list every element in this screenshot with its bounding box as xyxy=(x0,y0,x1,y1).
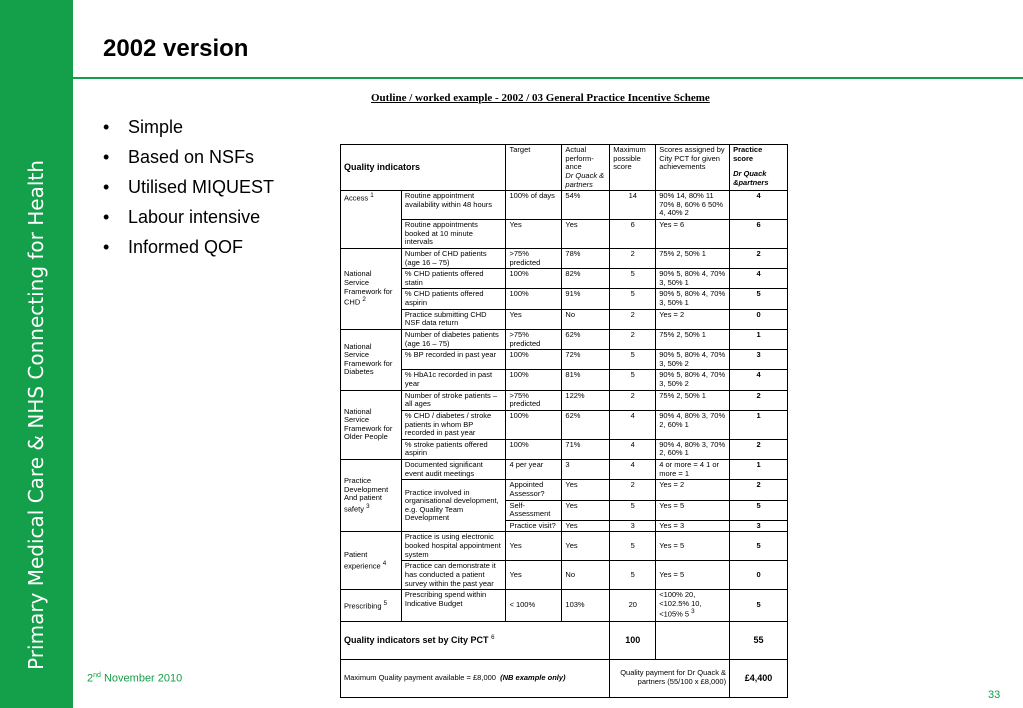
scheme-title: Outline / worked example - 2002 / 03 General Practice Incentive Scheme xyxy=(371,92,710,104)
bullet-item: • Utilised MIQUEST xyxy=(103,172,274,202)
table-row: National Service Framework for CHD $^2$ Number of CHD patients (age 16 – 75) >75% predicted 78% 2 75% 2, 50% 1 2 xyxy=(341,248,788,268)
table-header-row xyxy=(341,145,788,191)
table-row: Practice involved in organisational development, e.g. Quality Team Development Appointed Assessor? Yes 2 Yes = 2 2 xyxy=(341,480,788,500)
table-row: % HbA1c recorded in past year 100% 81% 5 90% 5, 80% 4, 70% 3, 50% 2 4 xyxy=(341,370,788,390)
header-rule xyxy=(73,77,1023,79)
bullet-item: • Informed QOF xyxy=(103,232,274,262)
table-row: National Service Framework for Older People Number of stroke patients – all ages >75% predicted 122% 2 75% 2, 50% 1 2 xyxy=(341,390,788,410)
sidebar xyxy=(0,0,73,708)
table-row: Practice can demonstrate it has conducted a patient survey within the past year Yes No 5 Yes = 5 0 xyxy=(341,561,788,590)
table-row: Access $^1$ Routine appointment availability within 48 hours 100% of days 54% 14 90% 14, 80% 11 70% 8, 60% 6 50% 4, 40% 2 4 xyxy=(341,191,788,220)
table-row: National Service Framework for Diabetes Number of diabetes patients (age 16 – 75) >75% predicted 62% 2 75% 2, 50% 1 1 xyxy=(341,329,788,349)
table-row: Routine appointments booked at 10 minute intervals Yes Yes 6 Yes = 6 6 xyxy=(341,220,788,249)
header-practice-label: Practice score xyxy=(733,145,763,163)
total-label: Quality indicators set by City PCT $^6$ xyxy=(341,621,610,659)
header-actual-label: Actual perform-ance xyxy=(565,145,594,172)
payment-amount: £4,400 xyxy=(730,659,788,697)
incentive-table xyxy=(340,144,788,698)
slide-title: 2002 version xyxy=(103,35,249,62)
table-row: Prescribing $^5$ Prescribing spend within Indicative Budget < 100% 103% 20 <100% 20, <102.5% 10, <105% 5 $^3$ 5 xyxy=(341,590,788,621)
bullet-item: • Simple xyxy=(103,112,274,142)
table-row: Practice visit? Yes 3 Yes = 3 3 xyxy=(341,520,788,532)
table-row: % CHD / diabetes / stroke patients in whom BP recorded in past year 100% 62% 4 90% 4, 80% 3, 70% 2, 60% 1 1 xyxy=(341,410,788,439)
total-score: 55 xyxy=(730,621,788,659)
table-row: % CHD patients offered statin 100% 82% 5 90% 5, 80% 4, 70% 3, 50% 1 4 xyxy=(341,269,788,289)
bullet-list xyxy=(103,112,274,262)
header-practice-sub: Dr Quack &partners xyxy=(733,169,769,187)
table-row: % stroke patients offered aspirin 100% 71% 4 90% 4, 80% 3, 70% 2, 60% 1 2 xyxy=(341,439,788,459)
sidebar-title: Primary Medical Care & NHS Connecting for Health xyxy=(24,160,48,670)
table-row: % CHD patients offered aspirin 100% 91% 5 90% 5, 80% 4, 70% 3, 50% 1 5 xyxy=(341,289,788,309)
header-quality-indicators: Quality indicators xyxy=(341,145,506,191)
header-actual-sub: Dr Quack & partners xyxy=(565,170,605,189)
header-practice-score xyxy=(730,145,788,191)
header-scores: Scores assigned by City PCT for given achievements xyxy=(656,145,730,191)
table-row: Practice Development And patient safety $^3$ Documented significant event audit meetings 4 per year 3 4 4 or more = 4 1 or more = 1 1 xyxy=(341,460,788,480)
table-row: % BP recorded in past year 100% 72% 5 90% 5, 80% 4, 70% 3, 50% 2 3 xyxy=(341,350,788,370)
header-max: Maximum possible score xyxy=(610,145,656,191)
total-row xyxy=(341,621,788,659)
group-older-people: National Service Framework for Older People xyxy=(341,390,402,459)
group-access: Access $^1$ xyxy=(341,191,402,249)
bullet-item: • Based on NSFs xyxy=(103,142,274,172)
group-safety: Practice Development And patient safety $^3$ xyxy=(341,460,402,532)
bullet-item: • Labour intensive xyxy=(103,202,274,232)
header-actual xyxy=(562,145,610,191)
group-prescribing: Prescribing $^5$ xyxy=(341,590,402,621)
group-patient-experience: Patient experience $^4$ xyxy=(341,532,402,590)
group-chd: National Service Framework for CHD $^2$ xyxy=(341,248,402,329)
payment-calc: Quality payment for Dr Quack & partners (55/100 x £8,000) xyxy=(610,659,730,697)
header-target: Target xyxy=(506,145,562,191)
payment-max: Maximum Quality payment available = £8,000 (NB example only) xyxy=(341,659,610,697)
table-row: Patient experience $^4$ Practice is using electronic booked hospital appointment system Yes Yes 5 Yes = 5 5 xyxy=(341,532,788,561)
payment-row xyxy=(341,659,788,697)
table-row: Self-Assessment Yes 5 Yes = 5 5 xyxy=(341,500,788,520)
page-number: 33 xyxy=(988,689,1001,701)
table-row: Practice submitting CHD NSF data return Yes No 2 Yes = 2 0 xyxy=(341,309,788,329)
footer-date: 2nd November 2010 xyxy=(87,672,183,685)
total-max: 100 xyxy=(610,621,656,659)
group-diabetes: National Service Framework for Diabetes xyxy=(341,329,402,390)
